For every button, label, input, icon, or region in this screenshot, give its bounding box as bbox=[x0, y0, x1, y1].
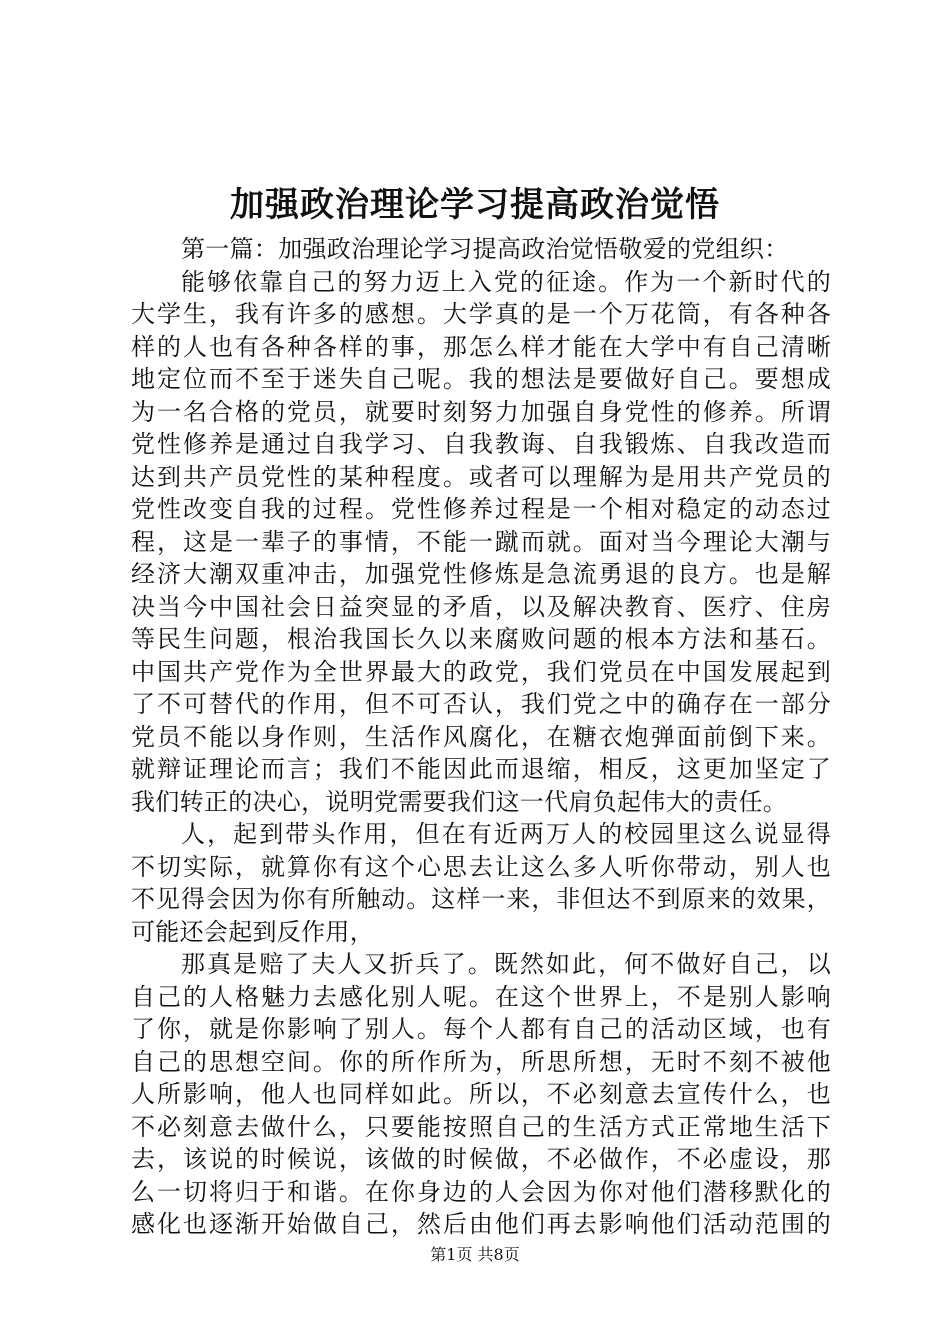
body-line: 我们转正的决心，说明党需要我们这一代肩负起伟大的责任。 bbox=[131, 787, 788, 816]
body-line: 么一切将归于和谐。在你身边的人会因为你对他们潜移默化的 bbox=[131, 1177, 831, 1206]
body-line: 经济大潮双重冲击，加强党性修炼是急流勇退的良方。也是解 bbox=[131, 560, 831, 588]
body-line: 决当今中国社会日益突显的矛盾，以及解决教育、医疗、住房 bbox=[131, 592, 831, 621]
body-line: 不见得会因为你有所触动。这样一来，非但达不到原来的效果， bbox=[131, 885, 831, 913]
body-line: 达到共产员党性的某种程度。或者可以理解为是用共产党员的 bbox=[131, 462, 831, 491]
body-line: 中国共产党作为全世界最大的政党，我们党员在中国发展起到 bbox=[131, 657, 831, 686]
body-line: 自己的人格魅力去感化别人呢。在这个世界上，不是别人影响 bbox=[131, 982, 831, 1011]
body-line: 第一篇：加强政治理论学习提高政治觉悟敬爱的党组织： bbox=[181, 235, 789, 263]
body-line: 程，这是一辈子的事情，不能一蹴而就。面对当今理论大潮与 bbox=[131, 527, 831, 556]
body-line: 地定位而不至于迷失自己呢。我的想法是要做好自己。要想成 bbox=[131, 365, 831, 393]
body-line: 自己的思想空间。你的所作所为，所思所想，无时不刻不被他 bbox=[131, 1047, 831, 1076]
body-line: 等民生问题，根治我国长久以来腐败问题的根本方法和基石。 bbox=[131, 625, 831, 653]
body-line: 了不可替代的作用，但不可否认，我们党之中的确存在一部分 bbox=[131, 690, 831, 718]
body-line: 党员不能以身作则，生活作风腐化，在糖衣炮弹面前倒下来。 bbox=[131, 722, 831, 751]
body-line: 党性修养是通过自我学习、自我教诲、自我锻炼、自我改造而 bbox=[131, 430, 831, 458]
body-line: 那真是赔了夫人又折兵了。既然如此，何不做好自己，以 bbox=[181, 950, 831, 978]
body-line: 样的人也有各种各样的事，那怎么样才能在大学中有自己清晰 bbox=[131, 332, 831, 361]
body-line: 人，起到带头作用，但在有近两万人的校园里这么说显得 bbox=[181, 820, 831, 848]
body-line: 大学生，我有许多的感想。大学真的是一个万花筒，有各种各 bbox=[131, 300, 831, 328]
body-line: 去，该说的时候说，该做的时候做，不必做作，不必虚设，那 bbox=[131, 1145, 831, 1173]
body-line: 不切实际，就算你有这个心思去让这么多人听你带动，别人也 bbox=[131, 852, 831, 881]
body-line: 可能还会起到反作用， bbox=[131, 917, 374, 946]
body-line: 不必刻意去做什么，只要能按照自己的生活方式正常地生活下 bbox=[131, 1112, 831, 1141]
body-line: 了你，就是你影响了别人。每个人都有自己的活动区域，也有 bbox=[131, 1015, 831, 1043]
body-line: 党性改变自我的过程。党性修养过程是一个相对稳定的动态过 bbox=[131, 495, 831, 523]
body-line: 就辩证理论而言；我们不能因此而退缩，相反，这更加坚定了 bbox=[131, 755, 831, 783]
body-line: 为一名合格的党员，就要时刻努力加强自身党性的修养。所谓 bbox=[131, 397, 831, 426]
document-title: 加强政治理论学习提高政治觉悟 bbox=[230, 185, 720, 225]
page-footer: 第1页 共8页 bbox=[430, 1245, 520, 1264]
body-line: 能够依靠自己的努力迈上入党的征途。作为一个新时代的 bbox=[181, 267, 831, 296]
body-line: 人所影响，他人也同样如此。所以，不必刻意去宣传什么，也 bbox=[131, 1080, 831, 1108]
document-body bbox=[131, 233, 831, 1241]
body-line: 感化也逐渐开始做自己，然后由他们再去影响他们活动范围的 bbox=[131, 1210, 831, 1238]
